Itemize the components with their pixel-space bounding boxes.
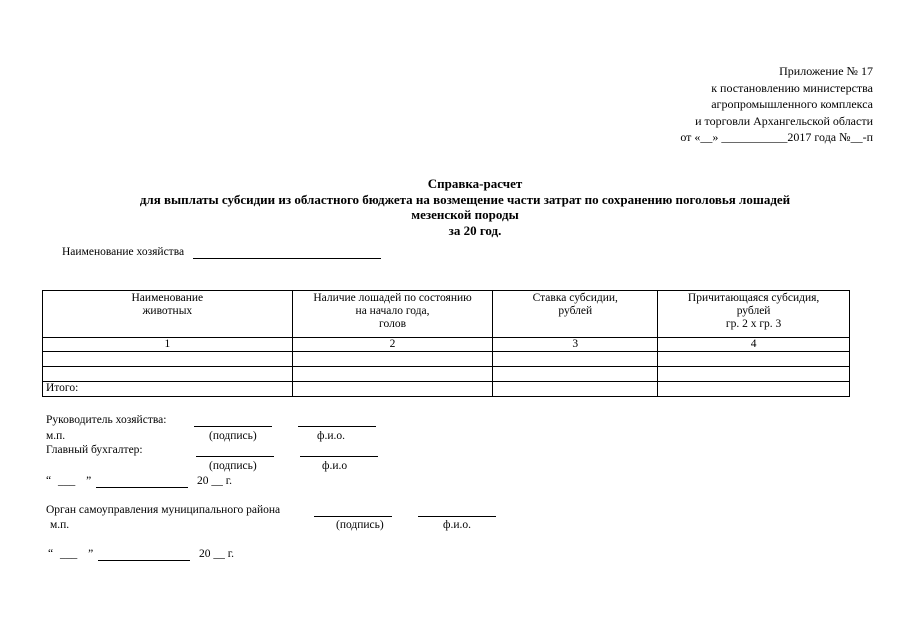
table-cell[interactable] bbox=[493, 382, 658, 397]
appendix-resolution: к постановлению министерства bbox=[711, 80, 873, 95]
head-label: Руководитель хозяйства: bbox=[46, 414, 167, 426]
title-year: за 20 год. bbox=[448, 222, 502, 238]
column-number: 2 bbox=[292, 338, 493, 352]
table-cell[interactable] bbox=[43, 352, 293, 367]
date-open-quote: “ bbox=[46, 475, 52, 487]
subsidy-table bbox=[42, 290, 850, 397]
authority-label: Орган самоуправления муниципального района bbox=[46, 504, 281, 516]
column-number: 1 bbox=[43, 338, 293, 352]
stamp-label: м.п. bbox=[50, 519, 70, 531]
date-close-quote: ” bbox=[86, 475, 92, 487]
title-main: Справка-расчет bbox=[427, 176, 523, 191]
total-row bbox=[43, 382, 850, 397]
appendix-date: от «__» ___________2017 года №__-п bbox=[680, 130, 873, 144]
date-day: ___ bbox=[57, 475, 76, 487]
appendix-region: и торговли Архангельской области bbox=[695, 113, 873, 128]
table-cell[interactable] bbox=[658, 352, 850, 367]
title-purpose: для выплаты субсидии из областного бюджета на возмещение части затрат по сохранению поголовья лошадей bbox=[139, 191, 791, 207]
header-rate: Ставка субсидии, рублей bbox=[493, 291, 658, 338]
farm-name-field[interactable] bbox=[193, 246, 381, 259]
authority-name-field[interactable] bbox=[418, 504, 496, 517]
accountant-name-field[interactable] bbox=[300, 444, 378, 457]
accountant-signature-field[interactable] bbox=[196, 444, 274, 457]
table-header-row bbox=[43, 291, 850, 338]
header-subsidy-due: Причитающаяся субсидия, рублей гр. 2 х гр. 3 bbox=[658, 291, 850, 338]
date-row bbox=[48, 548, 234, 561]
name-caption: ф.и.о bbox=[322, 460, 348, 472]
date-year: 20 __ г. bbox=[196, 475, 233, 487]
table-cell[interactable] bbox=[292, 352, 493, 367]
table-cell[interactable] bbox=[493, 367, 658, 382]
table-cell[interactable] bbox=[658, 382, 850, 397]
accountant-label: Главный бухгалтер: bbox=[46, 444, 143, 456]
head-signature-field[interactable] bbox=[194, 414, 272, 427]
appendix-block bbox=[680, 63, 873, 146]
farm-name-row bbox=[62, 246, 381, 259]
table-cell[interactable] bbox=[43, 367, 293, 382]
date-open-quote: “ bbox=[48, 548, 54, 560]
name-caption: ф.и.о. bbox=[317, 430, 345, 442]
table-cell[interactable] bbox=[658, 367, 850, 382]
stamp-label: м.п. bbox=[46, 430, 66, 442]
signature-caption: (подпись) bbox=[209, 460, 257, 472]
name-caption: ф.и.о. bbox=[443, 519, 471, 531]
date-row bbox=[46, 475, 232, 488]
farm-name-label: Наименование хозяйства bbox=[62, 246, 185, 258]
date-month-field[interactable] bbox=[98, 548, 190, 561]
head-signature-row bbox=[46, 414, 166, 426]
column-number: 3 bbox=[493, 338, 658, 352]
date-year: 20 __ г. bbox=[198, 548, 235, 560]
total-label: Итого: bbox=[43, 382, 293, 397]
date-month-field[interactable] bbox=[96, 475, 188, 488]
title-breed: мезенской породы bbox=[411, 207, 519, 222]
document-title bbox=[40, 176, 890, 238]
date-day: ___ bbox=[59, 548, 78, 560]
signature-caption: (подпись) bbox=[336, 519, 384, 531]
header-horse-count: Наличие лошадей по состоянию на начало года, голов bbox=[292, 291, 493, 338]
header-animals: Наименование животных bbox=[43, 291, 293, 338]
signature-caption: (подпись) bbox=[209, 430, 257, 442]
table-cell[interactable] bbox=[292, 382, 493, 397]
date-close-quote: ” bbox=[88, 548, 94, 560]
column-number-row bbox=[43, 338, 850, 352]
authority-signature-field[interactable] bbox=[314, 504, 392, 517]
column-number: 4 bbox=[658, 338, 850, 352]
head-name-field[interactable] bbox=[298, 414, 376, 427]
table-row bbox=[43, 352, 850, 367]
table-cell[interactable] bbox=[493, 352, 658, 367]
table-row bbox=[43, 367, 850, 382]
appendix-ministry: агропромышленного комплекса bbox=[711, 97, 873, 111]
appendix-number: Приложение № 17 bbox=[779, 64, 873, 78]
table-cell[interactable] bbox=[292, 367, 493, 382]
